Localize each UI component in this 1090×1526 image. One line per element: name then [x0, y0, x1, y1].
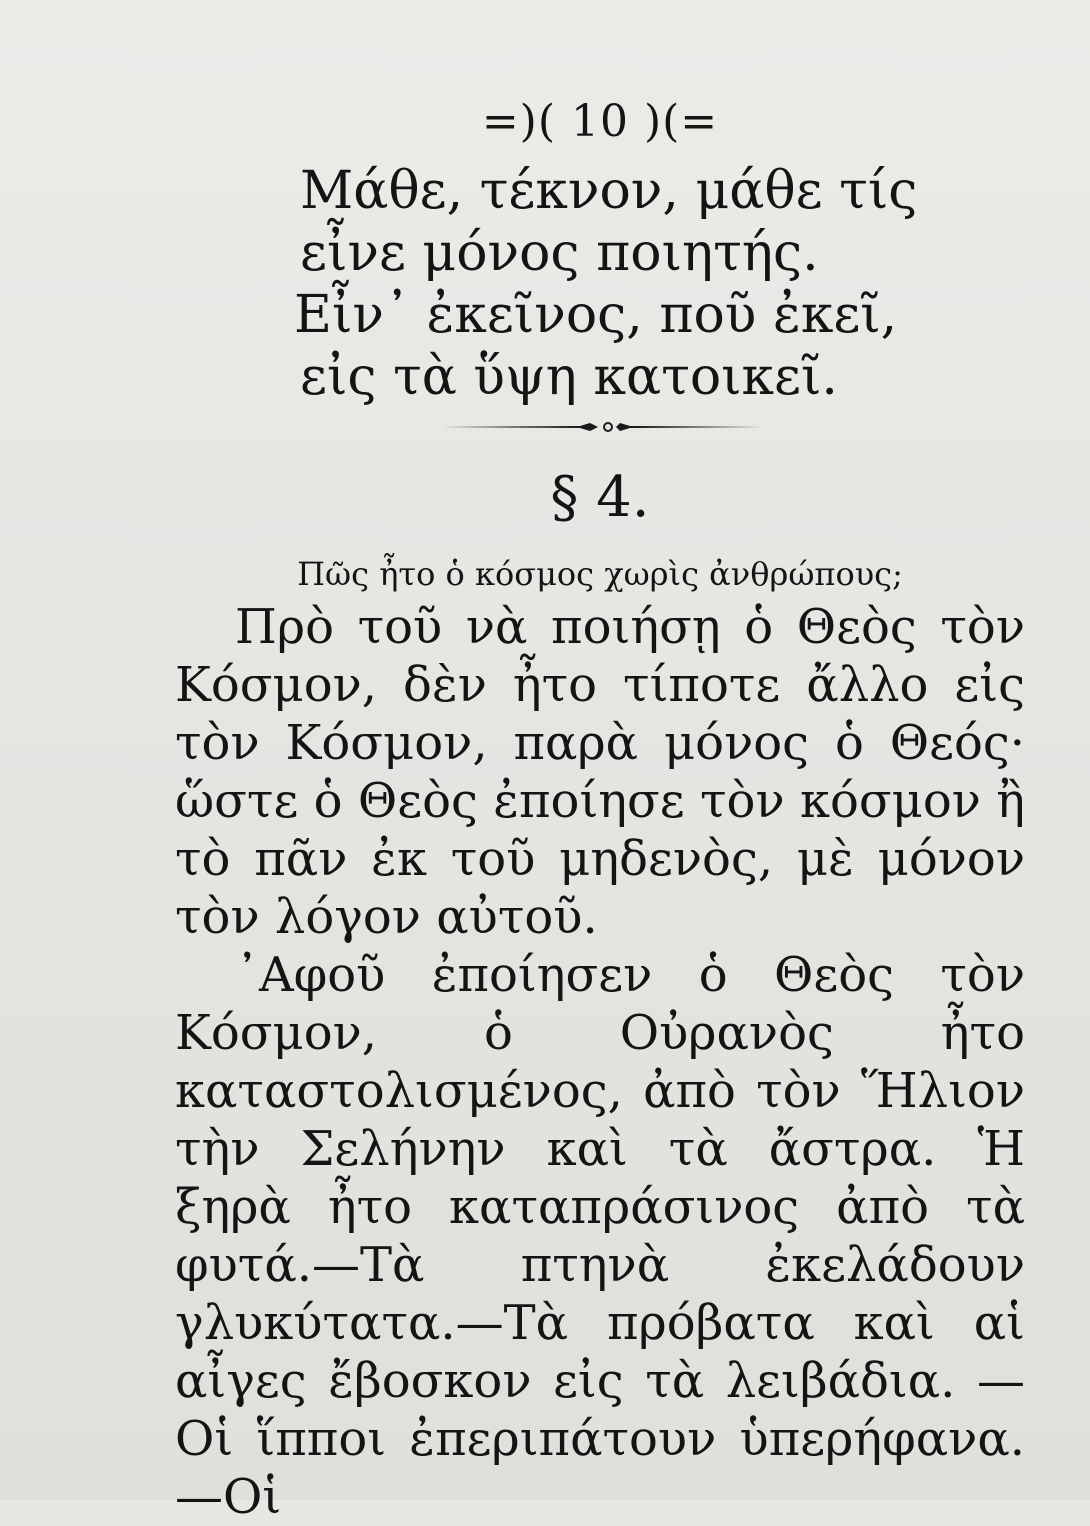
poem-line: Μάθε, τέκνον, μάθε τίς	[300, 161, 918, 221]
poem-line: εἶνε μόνος ποιητής.	[300, 223, 819, 283]
section-number: § 4.	[550, 465, 650, 530]
poem-line: εἰς τὰ ὕψη κατοικεῖ.	[300, 347, 838, 407]
paragraph: Πρὸ τοῦ νὰ ποιήσῃ ὁ Θεὸς τὸν Κόσμον, δὲν ἦτο τίποτε ἄλλο εἰς τὸν Κόσμον, παρὰ μόνος ὁ Θεός· ὥστε ὁ Θεὸς ἐποίησε τὸν κόσμον ἢ τὸ πᾶν ἐκ τοῦ μηδενὸς, μὲ μόνον τὸν λόγον αὐτοῦ.	[175, 599, 1025, 945]
body-text	[175, 598, 1025, 1526]
paragraph: ᾽Αφοῦ ἐποίησεν ὁ Θεὸς τὸν Κόσμον, ὁ Οὐρανὸς ἦτο καταστολισμένος, ἀπὸ τὸν Ἥλιον τὴν Σελήνην καὶ τὰ ἄστρα. Ἡ ξηρὰ ἦτο καταπράσινος ἀπὸ τὰ φυτά.—Τὰ πτηνὰ ἐκελάδουν γλυκύτατα.—Τὰ πρόβατα καὶ αἱ αἶγες ἔβοσκον εἰς τὰ λειβάδια. —Οἱ ἵπποι ἐπεριπάτουν ὑπερήφανα.—Οἱ	[175, 947, 1025, 1525]
poem-stanza	[294, 160, 918, 408]
ornamental-divider	[440, 420, 770, 434]
poem-line: Εἶν᾽ ἐκεῖνος, ποῦ ἐκεῖ,	[294, 285, 898, 345]
section-subtitle: Πῶς ἦτο ὁ κόσμος χωρὶς ἀνθρώπους;	[297, 555, 903, 593]
page-number-header: =)( 10 )(=	[481, 96, 719, 147]
